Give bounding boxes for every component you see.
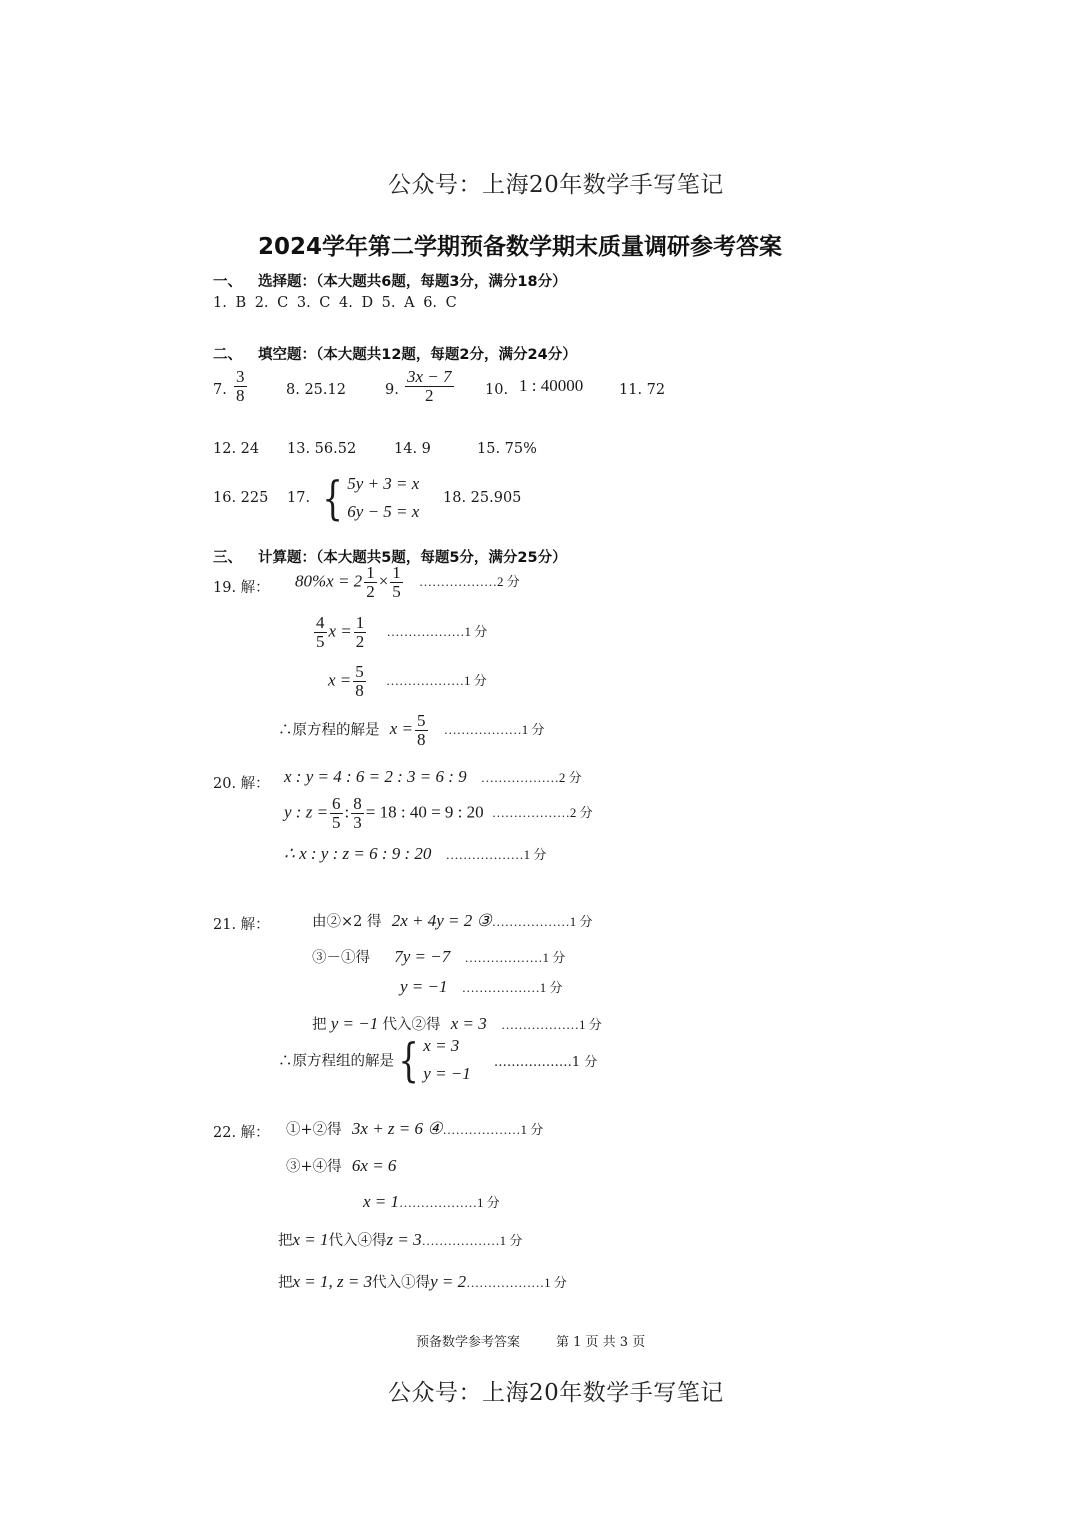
q22-line-1 (286, 1118, 543, 1139)
fill-q13: 13. 56.52 (287, 441, 357, 457)
q21-l3-eq: y = −1 (400, 977, 448, 996)
q20-l2-score: ………………2 分 (491, 805, 593, 821)
q9-numerator: 3x − 7 (407, 367, 452, 386)
q20-l2-lhs: y : z = (284, 802, 329, 822)
q19-l1-den1: 2 (366, 581, 375, 601)
q21-l4-c: 代入②得 (382, 1017, 441, 1033)
footer-page-number: 第 1 页 共 3 页 (556, 1335, 646, 1350)
q22-line-4 (278, 1229, 522, 1250)
q21-l1-score: ………………1 分 (491, 914, 593, 929)
fill-q17-system (318, 470, 419, 526)
q21-line-4 (312, 1013, 602, 1034)
left-brace-icon: { (398, 1033, 419, 1087)
fill-q9-label: 9. (385, 382, 399, 398)
q20-l1-score: ………………2 分 (480, 770, 582, 785)
q22-l5-a: 把 (278, 1275, 293, 1291)
q21-l1-text: 由②×2 得 (312, 914, 382, 930)
q19-l3-lhs: x = (328, 670, 352, 690)
fill-q9-answer (403, 368, 456, 405)
fill-q10-label: 10. (485, 382, 509, 398)
q19-l2-mid: x = (328, 621, 352, 641)
q22-l5-b: x = 1, z = 3 (292, 1272, 373, 1291)
q19-l2-num2: 1 (355, 613, 365, 632)
q20-l2-colon: : (344, 802, 350, 822)
q22-label: 22. 解： (213, 1125, 270, 1141)
q19-l2-score: ………………1 分 (386, 624, 488, 640)
q19-l1-lhs: 80%x = 2 (295, 571, 363, 591)
q17-equation-2: 6y − 5 = x (347, 502, 420, 521)
section-1-number: 一、 (213, 274, 242, 290)
q20-l1-eq: x : y = 4 : 6 = 2 : 3 = 6 : 9 (284, 767, 467, 786)
q21-label: 21. 解： (213, 917, 270, 933)
q22-line-3 (363, 1192, 500, 1212)
q19-l3-score: ………………1 分 (386, 673, 487, 689)
fill-q16: 16. 225 (213, 490, 269, 506)
q22-l1-eq: 3x + z = 6 ④ (351, 1119, 443, 1138)
q21-l5-text: ∴原方程组的解是 (278, 1053, 394, 1070)
q19-line-3 (328, 663, 487, 700)
q20-line-3 (284, 844, 546, 864)
q22-l3-eq: x = 1 (363, 1192, 400, 1211)
q19-l4-text: ∴原方程的解是 (278, 722, 380, 739)
q19-l4-lhs: x = (389, 719, 414, 739)
q20-l3-score: ………………1 分 (445, 847, 547, 862)
q19-l4-score: ………………1 分 (443, 722, 545, 738)
q21-l4-b: y = −1 (330, 1014, 379, 1033)
q19-l1-times: × (378, 571, 389, 591)
q21-line-5 (278, 1032, 597, 1088)
q22-line-2 (286, 1155, 396, 1176)
q19-line-4 (278, 712, 545, 749)
q21-l5-score: ………………1 分 (493, 1054, 598, 1070)
fill-q18: 18. 25.905 (443, 490, 522, 506)
section-1-title: 选择题：（本大题共6题，每题3分，满分18分） (258, 274, 567, 290)
q19-line-1 (295, 564, 520, 601)
q21-l1-eq: 2x + 4y = 2 ③ (391, 911, 492, 930)
watermark-bottom: 公众号：上海20年数学手写笔记 (388, 1380, 724, 1406)
q19-line-2 (312, 614, 487, 651)
watermark-top: 公众号：上海20年数学手写笔记 (388, 172, 724, 198)
fill-q15: 15. 75% (477, 441, 537, 457)
fill-q10-answer: 1 : 40000 (519, 376, 584, 395)
q22-l5-c: 代入①得 (372, 1275, 431, 1291)
q21-l3-score: ………………1 分 (461, 980, 563, 995)
section-3-title: 计算题：（本大题共5题，每题5分，满分25分） (258, 550, 567, 566)
q22-l1-score: ………………1 分 (442, 1122, 544, 1137)
q20-l2-den2: 3 (353, 812, 362, 832)
q19-l1-score: ………………2 分 (419, 574, 520, 590)
q21-l2-text: ③－①得 (312, 950, 370, 966)
q22-l3-score: ………………1 分 (399, 1195, 500, 1210)
q20-l2-num1: 6 (332, 794, 341, 813)
fill-q8: 8. 25.12 (286, 382, 346, 398)
q22-l2-text: ③+④得 (286, 1159, 342, 1175)
left-brace-icon: { (322, 471, 343, 525)
q20-l2-den1: 5 (332, 812, 341, 832)
q20-l3-eq: ∴ x : y : z = 6 : 9 : 20 (284, 844, 432, 863)
fill-q7-answer (232, 368, 249, 405)
q21-l2-score: ………………1 分 (464, 950, 566, 965)
q22-l4-b: x = 1 (292, 1230, 329, 1249)
q21-l5-eq1: x = 3 (423, 1036, 460, 1055)
q21-line-1 (312, 910, 593, 931)
q21-l4-d: x = 3 (450, 1014, 487, 1033)
q20-label: 20. 解： (213, 776, 270, 792)
q19-l4-num: 5 (417, 711, 426, 730)
q22-l5-score: ………………1 分 (466, 1275, 567, 1290)
q21-l2-eq: 7y = −7 (394, 947, 451, 966)
q19-l2-den: 5 (316, 631, 325, 651)
choice-answers: 1. B 2. C 3. C 4. D 5. A 6. C (213, 295, 457, 311)
q19-l2-num: 4 (316, 613, 325, 632)
fill-q14: 14. 9 (394, 441, 431, 457)
fill-q12: 12. 24 (213, 441, 260, 457)
fill-q11: 11. 72 (619, 382, 666, 398)
q20-l2-num2: 8 (353, 794, 362, 813)
q21-l5-eq2: y = −1 (423, 1064, 471, 1083)
q22-l4-d: z = 3 (386, 1230, 422, 1249)
q19-l3-den: 8 (355, 680, 364, 700)
q19-l1-den2: 5 (392, 581, 401, 601)
q19-l1-num2: 1 (392, 563, 401, 582)
q21-l4-score: ………………1 分 (501, 1017, 602, 1032)
footer-doc-name: 预备数学参考答案 (416, 1335, 521, 1350)
q17-equation-1: 5y + 3 = x (347, 474, 420, 493)
q20-l2-rhs: = 18 : 40 = 9 : 20 (365, 802, 484, 822)
fill-q7-label: 7. (213, 382, 227, 398)
section-2-title: 填空题：（本大题共12题，每题2分，满分24分） (258, 347, 577, 363)
page-title: 2024学年第二学期预备数学期末质量调研参考答案 (258, 234, 783, 260)
fill-q17-label: 17. (287, 490, 311, 506)
q21-l4-a: 把 (312, 1017, 327, 1033)
q20-line-1 (284, 767, 582, 787)
q20-line-2 (284, 795, 593, 832)
section-3-number: 三、 (213, 550, 242, 566)
q7-denominator: 8 (236, 385, 245, 405)
q19-l3-num: 5 (355, 662, 364, 681)
q21-line-2 (312, 946, 565, 967)
q19-l4-den: 8 (417, 729, 426, 749)
q19-l2-den2: 2 (355, 631, 365, 651)
q22-line-5 (278, 1271, 567, 1292)
q22-l5-d: y = 2 (430, 1272, 467, 1291)
q22-l4-score: ………………1 分 (421, 1233, 523, 1248)
q22-l1-text: ①+②得 (286, 1122, 342, 1138)
q9-denominator: 2 (405, 386, 454, 405)
q21-line-3 (400, 977, 563, 997)
q22-l4-c: 代入④得 (328, 1233, 387, 1249)
q19-label: 19. 解： (213, 580, 270, 596)
section-2-number: 二、 (213, 347, 242, 363)
q22-l4-a: 把 (278, 1233, 293, 1249)
q7-numerator: 3 (236, 367, 245, 386)
q19-l1-num1: 1 (366, 563, 375, 582)
q22-l2-eq: 6x = 6 (351, 1156, 397, 1175)
